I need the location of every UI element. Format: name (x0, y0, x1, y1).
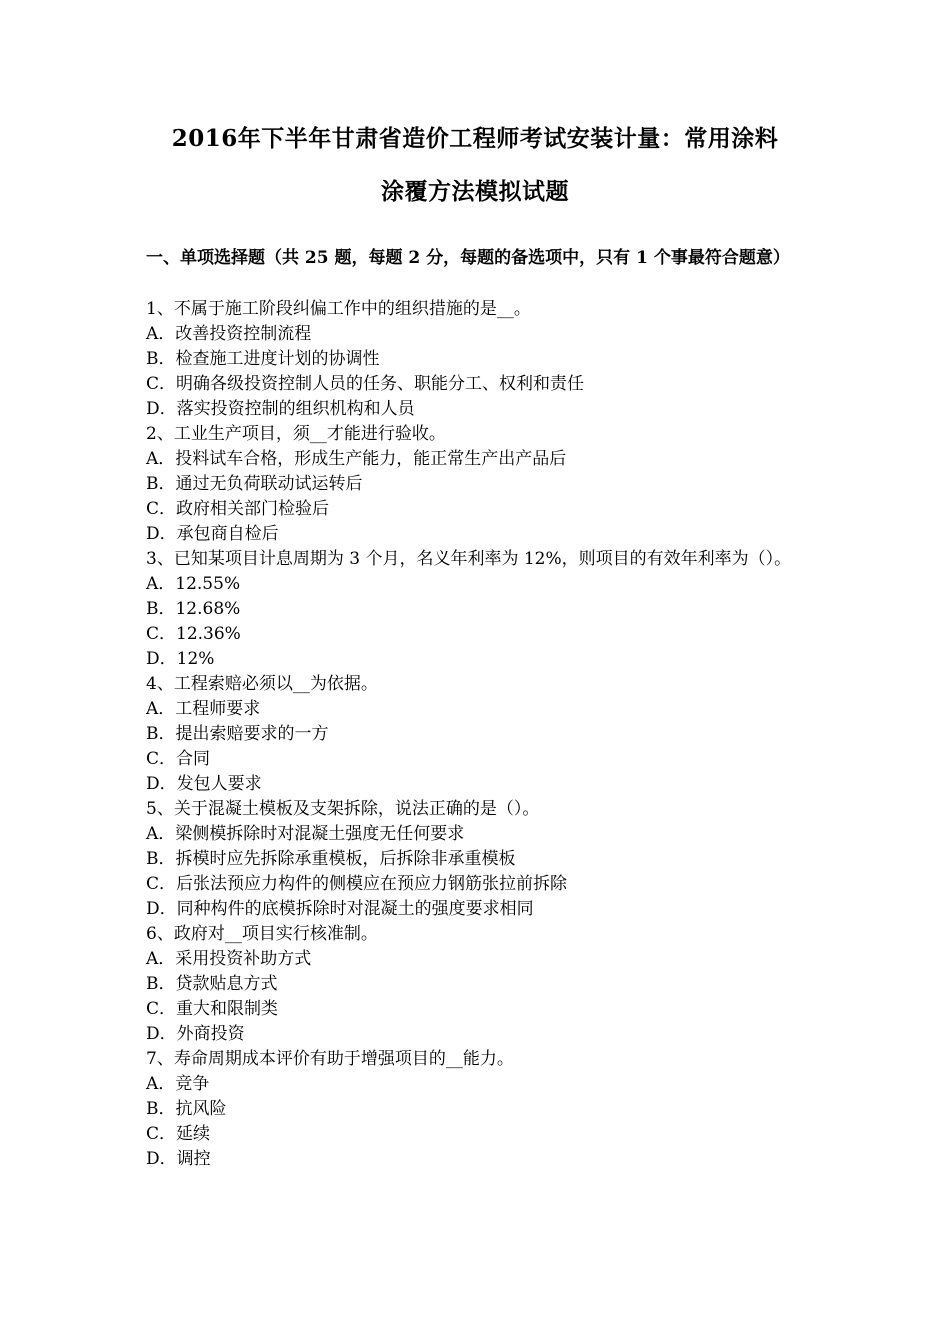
question-item (146, 672, 814, 797)
question-stem: 2、工业生产项目，须__才能进行验收。 (146, 424, 446, 444)
question-option: B．12.68% (146, 599, 241, 619)
question-item (146, 547, 814, 672)
question-option: A．工程师要求 (146, 699, 261, 719)
question-stem: 6、政府对__项目实行核准制。 (146, 924, 378, 944)
question-option: D．12% (146, 649, 215, 669)
question-option: C．明确各级投资控制人员的任务、职能分工、权利和责任 (146, 374, 585, 394)
question-option: C．政府相关部门检验后 (146, 499, 330, 519)
question-stem: 3、已知某项目计息周期为 3 个月，名义年利率为 12%，则项目的有效年利率为（）。 (146, 549, 792, 569)
question-option: C．重大和限制类 (146, 999, 279, 1019)
question-stem: 1、不属于施工阶段纠偏工作中的组织措施的是__。 (146, 299, 531, 319)
question-option: C．12.36% (146, 624, 241, 644)
question-option: B．检查施工进度计划的协调性 (146, 349, 380, 369)
document-title-line-2: 涂覆方法模拟试题 (381, 178, 569, 205)
question-stem: 4、工程索赔必须以__为依据。 (146, 674, 378, 694)
question-option: B．提出索赔要求的一方 (146, 724, 329, 744)
question-item (146, 422, 814, 547)
question-option: A．采用投资补助方式 (146, 949, 312, 969)
question-option: A．12.55% (146, 574, 241, 594)
question-option: D．外商投资 (146, 1024, 245, 1044)
question-option: B．通过无负荷联动试运转后 (146, 474, 363, 494)
question-option: A．投料试车合格，形成生产能力，能正常生产出产品后 (146, 449, 567, 469)
question-item (146, 297, 814, 422)
question-option: D．发包人要求 (146, 774, 262, 794)
question-option: C．后张法预应力构件的侧模应在预应力钢筋张拉前拆除 (146, 874, 568, 894)
question-option: B．贷款贴息方式 (146, 974, 278, 994)
question-option: D．落实投资控制的组织机构和人员 (146, 399, 415, 419)
question-option: A．改善投资控制流程 (146, 324, 312, 344)
section-header: 一、单项选择题（共 25 题，每题 2 分，每题的备选项中，只有 1 个事最符合题意） (146, 248, 790, 268)
question-list (146, 297, 814, 1172)
question-option: B．拆模时应先拆除承重模板，后拆除非承重模板 (146, 849, 516, 869)
question-option: D．调控 (146, 1149, 211, 1169)
question-item (146, 797, 814, 922)
question-option: D．同种构件的底模拆除时对混凝土的强度要求相同 (146, 899, 534, 919)
document-title-line-1: 2016年下半年甘肃省造价工程师考试安装计量：常用涂料 (171, 125, 779, 152)
question-item (146, 922, 814, 1047)
question-option: B．抗风险 (146, 1099, 227, 1119)
question-item (146, 1047, 814, 1172)
question-option: C．延续 (146, 1124, 211, 1144)
question-option: A．梁侧模拆除时对混凝土强度无任何要求 (146, 824, 465, 844)
question-option: A．竞争 (146, 1074, 210, 1094)
question-option: D．承包商自检后 (146, 524, 279, 544)
question-option: C．合同 (146, 749, 211, 769)
question-stem: 7、寿命周期成本评价有助于增强项目的__能力。 (146, 1049, 514, 1069)
question-stem: 5、关于混凝土模板及支架拆除，说法正确的是（）。 (146, 799, 540, 819)
